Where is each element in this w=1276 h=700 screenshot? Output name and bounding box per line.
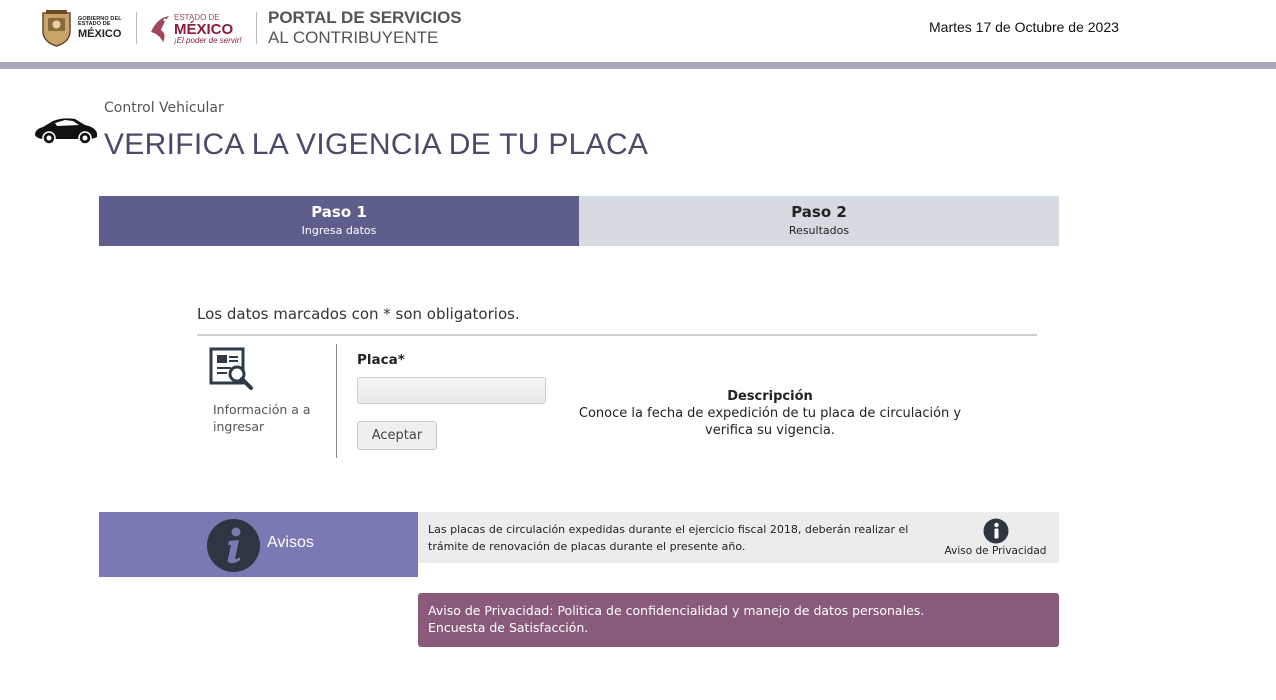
- satisfaction-survey-link[interactable]: Encuesta de Satisfacción.: [428, 620, 589, 635]
- avisos-message: Las placas de circulación expedidas durante el ejercicio fiscal 2018, deberán realizar el trámite de renovación de placas durante el presente año.: [428, 523, 909, 553]
- info-to-enter-label: Información a a ingresar: [213, 402, 311, 434]
- car-icon: [33, 113, 99, 147]
- privacy-notice-label: Aviso de Privacidad: [944, 545, 1047, 557]
- estado-logo[interactable]: [149, 8, 242, 50]
- breadcrumb: Control Vehicular: [104, 100, 224, 116]
- gobierno-logo[interactable]: [40, 8, 122, 48]
- current-date: Martes 17 de Octubre de 2023: [929, 19, 1119, 35]
- footer-links-box: [418, 593, 1059, 647]
- portal-title: [268, 8, 462, 49]
- info-icon: [207, 519, 260, 572]
- form-separator: [336, 344, 337, 458]
- avisos-panel: [99, 512, 418, 577]
- hummingbird-icon: [149, 14, 171, 44]
- description-title: Descripción: [727, 389, 813, 404]
- form-search-icon: [209, 347, 255, 391]
- edo-slogan: ¡El poder de servir!: [174, 35, 242, 45]
- gob-line1: GOBIERNO DEL: [78, 15, 122, 22]
- header-bar: [0, 62, 1276, 69]
- step-2[interactable]: [579, 196, 1059, 246]
- section-divider: [197, 334, 1037, 336]
- step-2-label: Resultados: [788, 224, 850, 237]
- privacy-policy-link[interactable]: Aviso de Privacidad: Politica de confidencialidad y manejo de datos personales.: [428, 603, 925, 618]
- coat-of-arms-icon: [40, 9, 73, 47]
- portal-title-line1: PORTAL DE SERVICIOS: [268, 8, 462, 27]
- page-title: VERIFICA LA VIGENCIA DE TU PLACA: [104, 128, 649, 161]
- step-1[interactable]: [99, 196, 579, 246]
- step-2-number: Paso 2: [791, 203, 847, 221]
- step-tabs: [99, 196, 1059, 246]
- avisos-message-panel: [418, 512, 1059, 563]
- header-divider: [256, 12, 257, 44]
- edo-small-text: ESTADO DE: [174, 12, 220, 22]
- gob-line2: ESTADO DE: [78, 21, 111, 27]
- portal-title-line2: AL CONTRIBUYENTE: [268, 28, 439, 48]
- step-1-number: Paso 1: [311, 203, 367, 221]
- description-text: Conoce la fecha de expedición de tu placa de circulación y verifica su vigencia.: [578, 406, 962, 438]
- avisos-label: Avisos: [267, 534, 314, 551]
- accept-button[interactable]: Aceptar: [357, 421, 437, 450]
- gob-line3: MÉXICO: [78, 27, 122, 40]
- description-box: [560, 388, 980, 439]
- privacy-notice-link[interactable]: [938, 518, 1053, 557]
- step-1-label: Ingresa datos: [301, 224, 377, 237]
- info-circle-icon: [983, 518, 1009, 544]
- site-header: [0, 0, 1276, 62]
- edo-big-text: MÉXICO: [174, 20, 234, 38]
- header-divider: [136, 12, 137, 44]
- placa-input[interactable]: [357, 377, 546, 404]
- placa-label: Placa*: [357, 352, 405, 368]
- required-fields-note: Los datos marcados con * son obligatorios.: [197, 305, 520, 323]
